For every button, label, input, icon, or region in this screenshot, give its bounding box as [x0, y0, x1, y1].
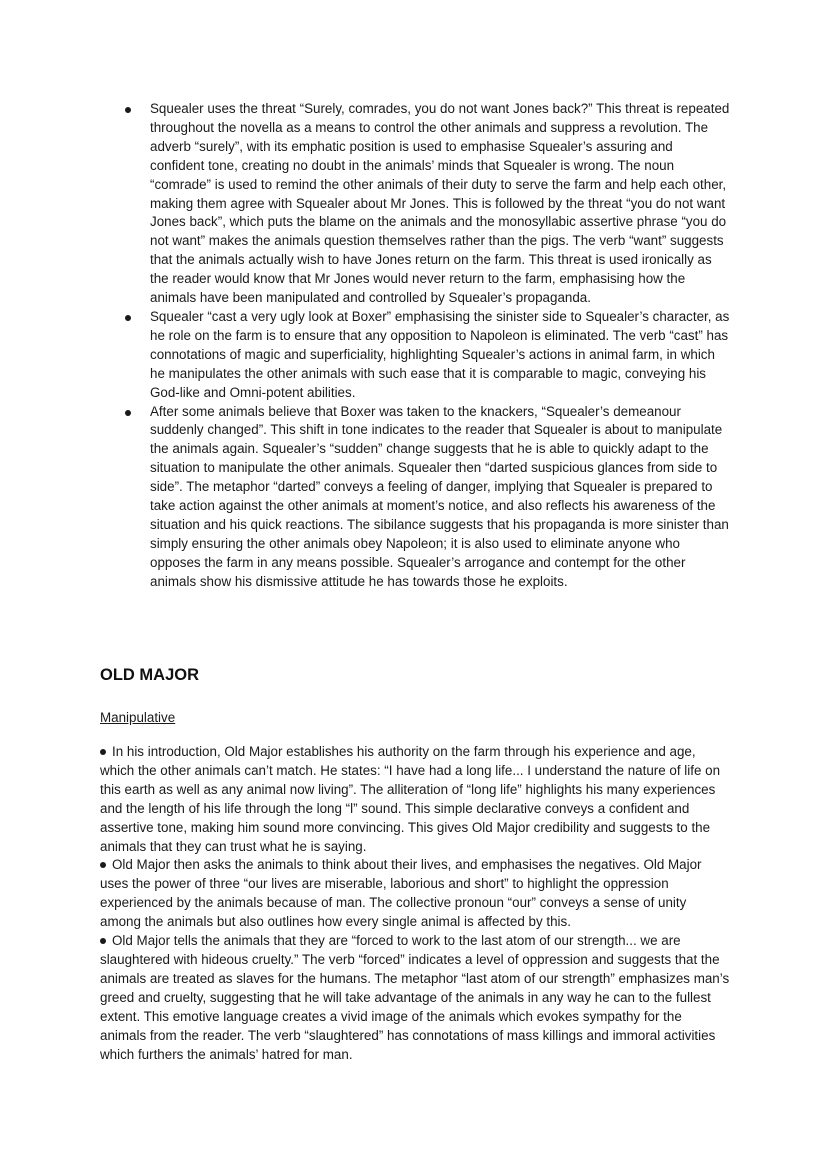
list-item	[150, 100, 730, 308]
paragraph	[100, 743, 730, 856]
bullet-text: Squealer uses the threat “Surely, comrades, you do not want Jones back?” This threat is repeated throughout the novella as a means to control the other animals and suppress a revolution. The adverb “surely”, with its emphatic position is used to emphasise Squealer’s assuring and confident tone, creating no doubt in the animals’ minds that Squealer is wrong. The noun “comrade” is used to remind the other animals of their duty to serve the farm and help each other, making them agree with Squealer about Mr Jones. This is followed by the threat “you do not want Jones back”, which puts the blame on the animals and the monosyllabic assertive phrase “you do not want” makes the animals question themselves rather than the pigs. The verb “want” suggests that the animals actually wish to have Jones return on the farm. This threat is used ironically as the reader would know that Mr Jones would never return to the farm, emphasising how the animals have been manipulated and controlled by Squealer’s propaganda.	[150, 101, 730, 306]
paragraph	[100, 856, 730, 932]
bullet-icon	[100, 749, 106, 755]
bullet-text: After some animals believe that Boxer was taken to the knackers, “Squealer’s demeanour suddenly changed”. This shift in tone indicates to the reader that Squealer is about to manipulate the animals again. Squealer’s “sudden” change suggests that he is able to quickly adapt to the situation to manipulate the other animals. Squealer then “darted suspicious glances from side to side”. The metaphor “darted” conveys a feeling of danger, implying that Squealer is prepared to take action against the other animals at moment’s notice, and also reflects his awareness of the situation and his quick reactions. The sibilance suggests that his propaganda is more sinister than simply ensuring the other animals obey Napoleon; it is also used to eliminate anyone who opposes the farm in any means possible. Squealer’s arrogance and contempt for the other animals show his dismissive attitude he has towards those he exploits.	[150, 403, 729, 589]
paragraph-text: In his introduction, Old Major establishes his authority on the farm through his experience and age, which the other animals can’t match. He states: “I have had a long life... I understand the nature of life on this earth as well as any animal now living”. The alliteration of “long life” highlights his many experiences and the length of his life through the long “l” sound. This simple declarative conveys a confident and assertive tone, making him sound more convincing. This gives Old Major credibility and suggests to the animals that they can trust what he is saying.	[100, 744, 721, 854]
bullet-icon	[100, 862, 106, 868]
old-major-paragraphs	[100, 743, 730, 1064]
section-title: OLD MAJOR	[100, 666, 199, 684]
bullet-icon	[125, 410, 131, 416]
paragraph-text: Old Major tells the animals that they are “forced to work to the last atom of our strength... we are slaughtered with hideous cruelty.” The verb “forced” indicates a level of oppression and suggests that the animals are treated as slaves for the humans. The metaphor “last atom of our strength” emphasizes man’s greed and cruelty, suggesting that he will take advantage of the animals in any way he can to the fullest extent. This emotive language creates a vivid image of the animals which evokes sympathy for the animals from the reader. The verb “slaughtered” has connotations of mass killings and immoral activities which furthers the animals’ hatred for man.	[100, 933, 730, 1062]
list-item	[150, 403, 730, 592]
paragraph-text: Old Major then asks the animals to think about their lives, and emphasises the negatives. Old Major uses the power of three “our lives are miserable, laborious and short” to highlight the oppression experienced by the animals because of man. The collective pronoun “our” conveys a sense of unity among the animals but also outlines how every single animal is affected by this.	[100, 857, 702, 930]
bullet-text: Squealer “cast a very ugly look at Boxer” emphasising the sinister side to Squealer’s character, as he role on the farm is to ensure that any opposition to Napoleon is eliminated. The verb “cast” has connotations of magic and superficiality, highlighting Squealer’s actions in animal farm, in which he manipulates the other animals with such ease that it is comparable to magic, conveying his God-like and Omni-potent abilities.	[150, 308, 730, 400]
bullet-icon	[125, 107, 131, 113]
subheading: Manipulative	[100, 710, 176, 725]
squealer-bullet-list	[150, 100, 730, 592]
paragraph	[100, 932, 730, 1064]
list-item	[150, 308, 730, 403]
bullet-icon	[125, 315, 131, 321]
bullet-icon	[100, 938, 106, 944]
